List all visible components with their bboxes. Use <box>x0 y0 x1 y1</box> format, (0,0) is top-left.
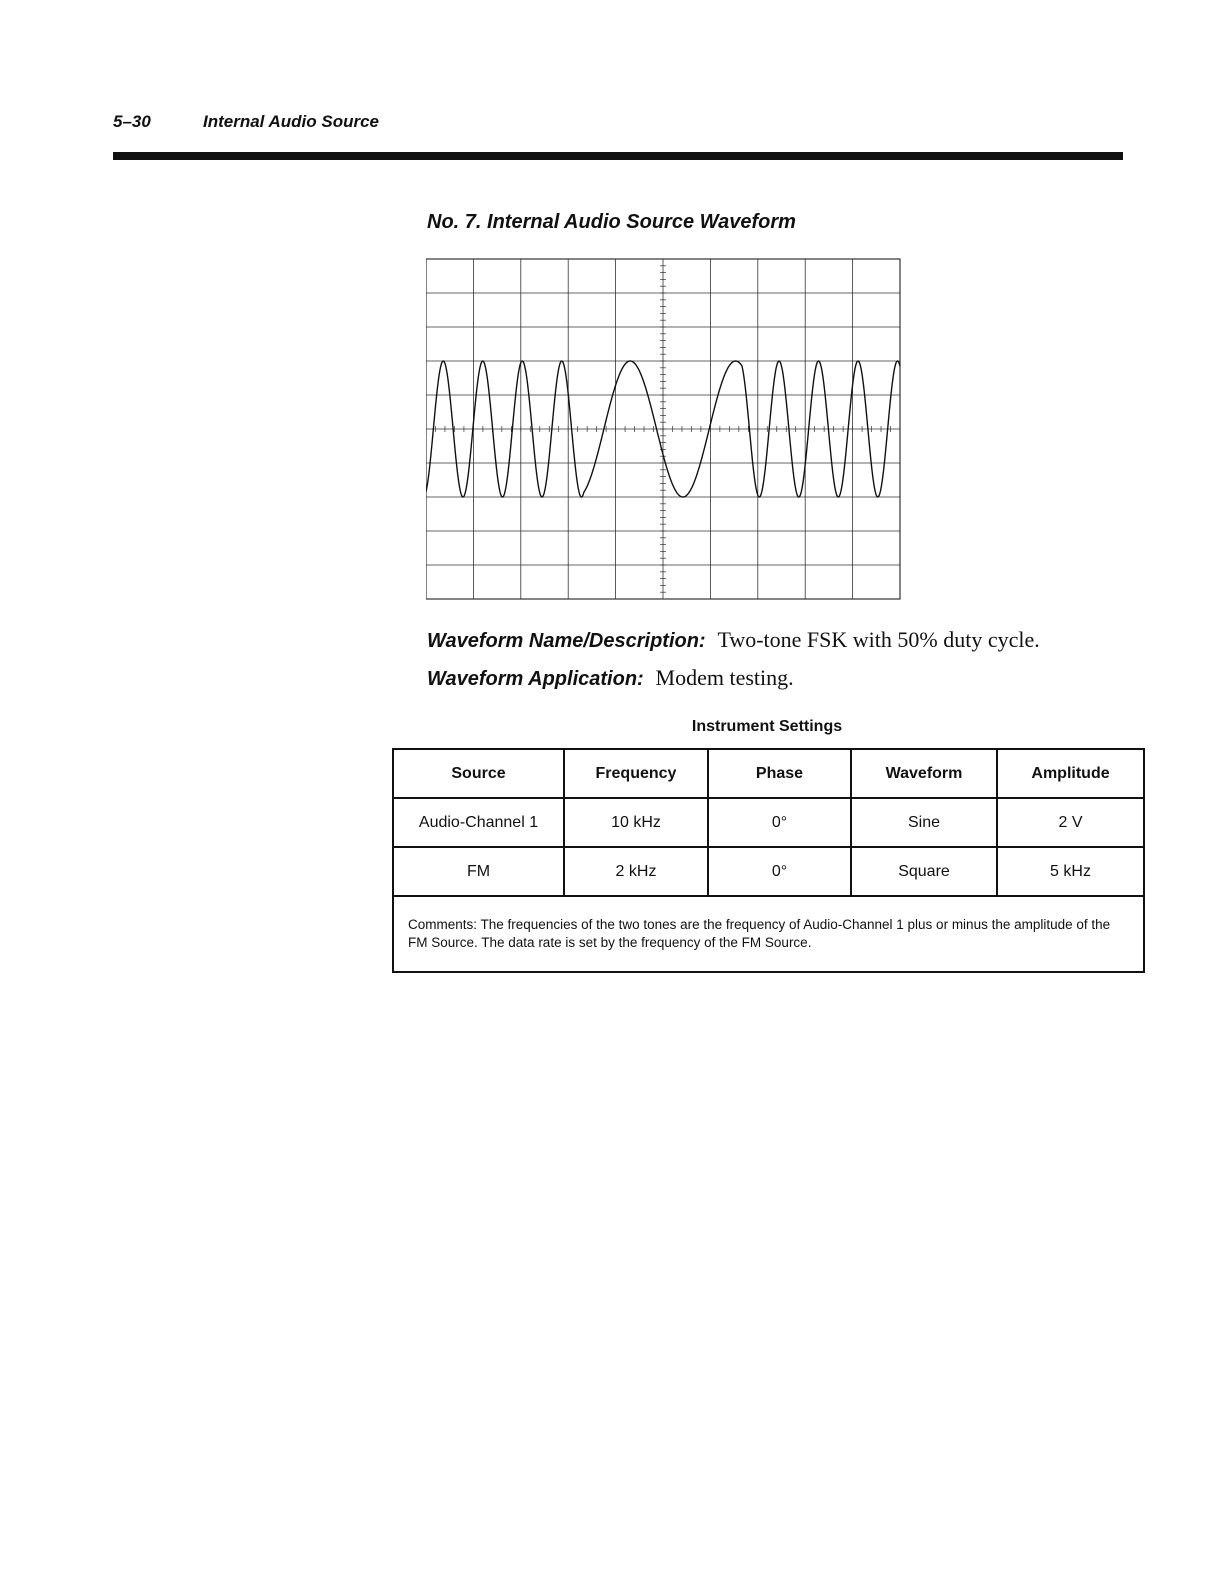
page-number: 5–30 <box>113 112 151 131</box>
waveform-name-label: Waveform Name/Description: <box>427 630 706 652</box>
section-title: Internal Audio Source <box>203 112 380 131</box>
cell-frequency: 10 kHz <box>564 798 708 847</box>
cell-source: Audio-Channel 1 <box>393 798 564 847</box>
waveform-application-line <box>427 665 794 691</box>
oscilloscope-display <box>426 258 908 602</box>
cell-amplitude: 2 V <box>997 798 1144 847</box>
cell-amplitude: 5 kHz <box>997 847 1144 896</box>
table-header-row <box>393 749 1144 798</box>
table-row <box>393 847 1144 896</box>
cell-frequency: 2 kHz <box>564 847 708 896</box>
oscilloscope-graticule <box>426 258 908 602</box>
waveform-application-value: Modem testing. <box>655 665 794 690</box>
waveform-application-label: Waveform Application: <box>427 668 644 690</box>
header-rule <box>113 152 1123 160</box>
header-waveform: Waveform <box>851 749 997 798</box>
cell-waveform: Sine <box>851 798 997 847</box>
header-phase: Phase <box>708 749 851 798</box>
comments-row <box>393 896 1144 972</box>
table-row <box>393 798 1144 847</box>
cell-source: FM <box>393 847 564 896</box>
instrument-settings-table <box>392 748 1145 973</box>
cell-waveform: Square <box>851 847 997 896</box>
waveform-name-value: Two-tone FSK with 50% duty cycle. <box>717 627 1040 652</box>
figure-title: No. 7. Internal Audio Source Waveform <box>427 211 796 233</box>
header-frequency: Frequency <box>564 749 708 798</box>
page-header <box>113 112 1123 134</box>
cell-phase: 0° <box>708 798 851 847</box>
waveform-description-line <box>427 627 1040 653</box>
table-caption: Instrument Settings <box>691 718 843 735</box>
cell-phase: 0° <box>708 847 851 896</box>
comments-cell: Comments: The frequencies of the two tones are the frequency of Audio-Channel 1 plus or minus the amplitude of the FM Source. The data rate is set by the frequency of the FM Source. <box>393 896 1144 972</box>
header-amplitude: Amplitude <box>997 749 1144 798</box>
header-source: Source <box>393 749 564 798</box>
